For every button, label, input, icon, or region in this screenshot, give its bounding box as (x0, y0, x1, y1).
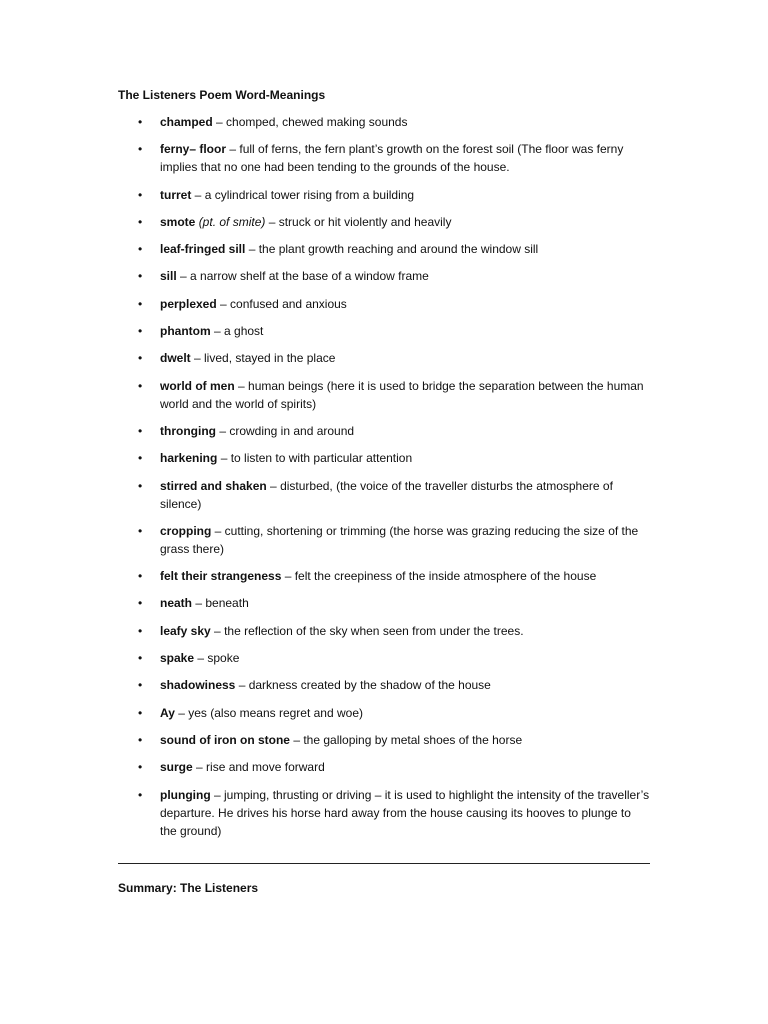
bullet-icon: • (138, 651, 143, 666)
list-item (118, 567, 650, 585)
bullet-icon: • (138, 732, 143, 747)
separator: – (281, 569, 295, 584)
separator: – (215, 423, 230, 438)
bullet-icon: • (138, 296, 143, 311)
term: champed (160, 115, 213, 129)
separator: – (226, 142, 240, 157)
bullet-icon: • (138, 678, 143, 693)
list-item (118, 704, 650, 722)
term: spake (160, 651, 195, 666)
list-item (118, 322, 650, 340)
meaning: the galloping by metal shoes of the horse (303, 732, 523, 747)
meaning: disturbed, (the voice of the traveller disturbs the atmosphere of silence) (160, 478, 613, 511)
list-item (118, 267, 650, 285)
list-item (118, 594, 650, 612)
bullet-icon: • (138, 478, 143, 493)
separator: – (192, 760, 207, 775)
separator: – (176, 269, 191, 284)
term: thronging (160, 423, 216, 438)
list-item (118, 240, 650, 258)
meaning: yes (also means regret and woe) (188, 705, 363, 720)
term: neath (160, 596, 193, 611)
term: Ay (160, 705, 175, 720)
meaning: rise and move forward (206, 760, 325, 775)
bullet-icon: • (138, 214, 143, 229)
list-item (118, 786, 650, 840)
separator: – (289, 732, 304, 747)
separator: – (190, 351, 205, 366)
list-item (118, 422, 650, 440)
separator: – (210, 324, 225, 339)
separator: – (194, 651, 208, 666)
separator: – (212, 115, 227, 129)
separator: – (210, 623, 225, 638)
term: leaf-fringed sill (160, 242, 246, 257)
list-item (118, 522, 650, 558)
list-item (118, 449, 650, 467)
meaning: crowding in and around (229, 423, 355, 438)
horizontal-rule (118, 863, 650, 864)
list-item (118, 295, 650, 313)
separator: – (266, 478, 281, 493)
list-item (118, 377, 650, 413)
list-item (118, 213, 650, 231)
bullet-icon: • (138, 324, 143, 339)
bullet-icon: • (138, 569, 143, 584)
bullet-icon: • (138, 269, 143, 284)
separator: – (245, 242, 259, 257)
term: smote (160, 214, 196, 229)
separator: – (192, 596, 206, 611)
meaning: a narrow shelf at the base of a window frame (190, 269, 429, 284)
meaning: human beings (here it is used to bridge the separation between the human world and the world of spirits) (160, 378, 644, 411)
meaning: full of ferns, the fern plant’s growth on the forest soil (The floor was ferny implies that no one had been tending to the grounds of the house. (160, 142, 624, 175)
meaning: struck or hit violently and heavily (278, 214, 452, 229)
term: turret (160, 187, 192, 202)
list-item (118, 186, 650, 204)
separator: – (191, 187, 205, 202)
meaning: confused and anxious (230, 296, 347, 311)
term: shadowiness (160, 678, 236, 693)
meaning: spoke (207, 651, 240, 666)
list-item (118, 676, 650, 694)
bullet-icon: • (138, 378, 143, 393)
term: cropping (160, 523, 212, 538)
separator: – (234, 378, 249, 393)
bullet-icon: • (138, 351, 143, 366)
list-item (118, 649, 650, 667)
meaning: felt the creepiness of the inside atmosphere of the house (294, 569, 597, 584)
bullet-icon: • (138, 623, 143, 638)
meaning: jumping, thrusting or driving – it is used to highlight the intensity of the traveller’s departure. He drives his horse hard away from the house causing its hooves to plunge to the ground) (160, 787, 650, 838)
separator: – (216, 296, 231, 311)
term: perplexed (160, 296, 217, 311)
meaning: the plant growth reaching and around the window sill (258, 242, 539, 257)
bullet-icon: • (138, 115, 143, 129)
term: harkening (160, 451, 218, 466)
separator: – (174, 705, 189, 720)
bullet-icon: • (138, 423, 143, 438)
term: sound of iron on stone (160, 732, 290, 747)
term: ferny– floor (160, 142, 227, 157)
meaning: chomped, chewed making sounds (226, 115, 408, 129)
separator: – (265, 214, 279, 229)
list-item (118, 140, 650, 176)
meaning: beneath (205, 596, 249, 611)
term-note: (pt. of smite) (198, 214, 266, 229)
term: sill (160, 269, 177, 284)
separator: – (210, 787, 224, 802)
term: surge (160, 760, 193, 775)
list-item (118, 349, 650, 367)
bullet-icon: • (138, 451, 143, 466)
bullet-icon: • (138, 242, 143, 257)
summary-heading: Summary: The Listeners (118, 880, 259, 895)
bullet-icon: • (138, 187, 143, 202)
bullet-icon: • (138, 596, 143, 611)
separator: – (211, 523, 225, 538)
list-item (118, 622, 650, 640)
separator: – (217, 451, 231, 466)
bullet-icon: • (138, 760, 143, 775)
meaning: a cylindrical tower rising from a building (204, 187, 415, 202)
meaning: the reflection of the sky when seen from under the trees. (224, 623, 524, 638)
bullet-icon: • (138, 705, 143, 720)
word-meanings-list (118, 113, 650, 840)
meaning: lived, stayed in the place (204, 351, 336, 366)
bullet-icon: • (138, 142, 143, 157)
term: stirred and shaken (160, 478, 267, 493)
meaning: to listen to with particular attention (230, 451, 413, 466)
list-item (118, 113, 650, 131)
document-title: The Listeners Poem Word-Meanings (118, 88, 326, 102)
list-item (118, 477, 650, 513)
meaning: a ghost (224, 324, 264, 339)
list-item (118, 731, 650, 749)
bullet-icon: • (138, 523, 143, 538)
term: dwelt (160, 351, 191, 366)
term: felt their strangeness (160, 569, 282, 584)
term: world of men (160, 378, 235, 393)
term: plunging (160, 787, 211, 802)
bullet-icon: • (138, 787, 143, 802)
meaning: darkness created by the shadow of the house (248, 678, 491, 693)
meaning: cutting, shortening or trimming (the horse was grazing reducing the size of the grass there) (160, 523, 639, 556)
list-item (118, 758, 650, 776)
term: phantom (160, 324, 211, 339)
separator: – (235, 678, 249, 693)
document-page (118, 86, 650, 897)
term: leafy sky (160, 623, 211, 638)
